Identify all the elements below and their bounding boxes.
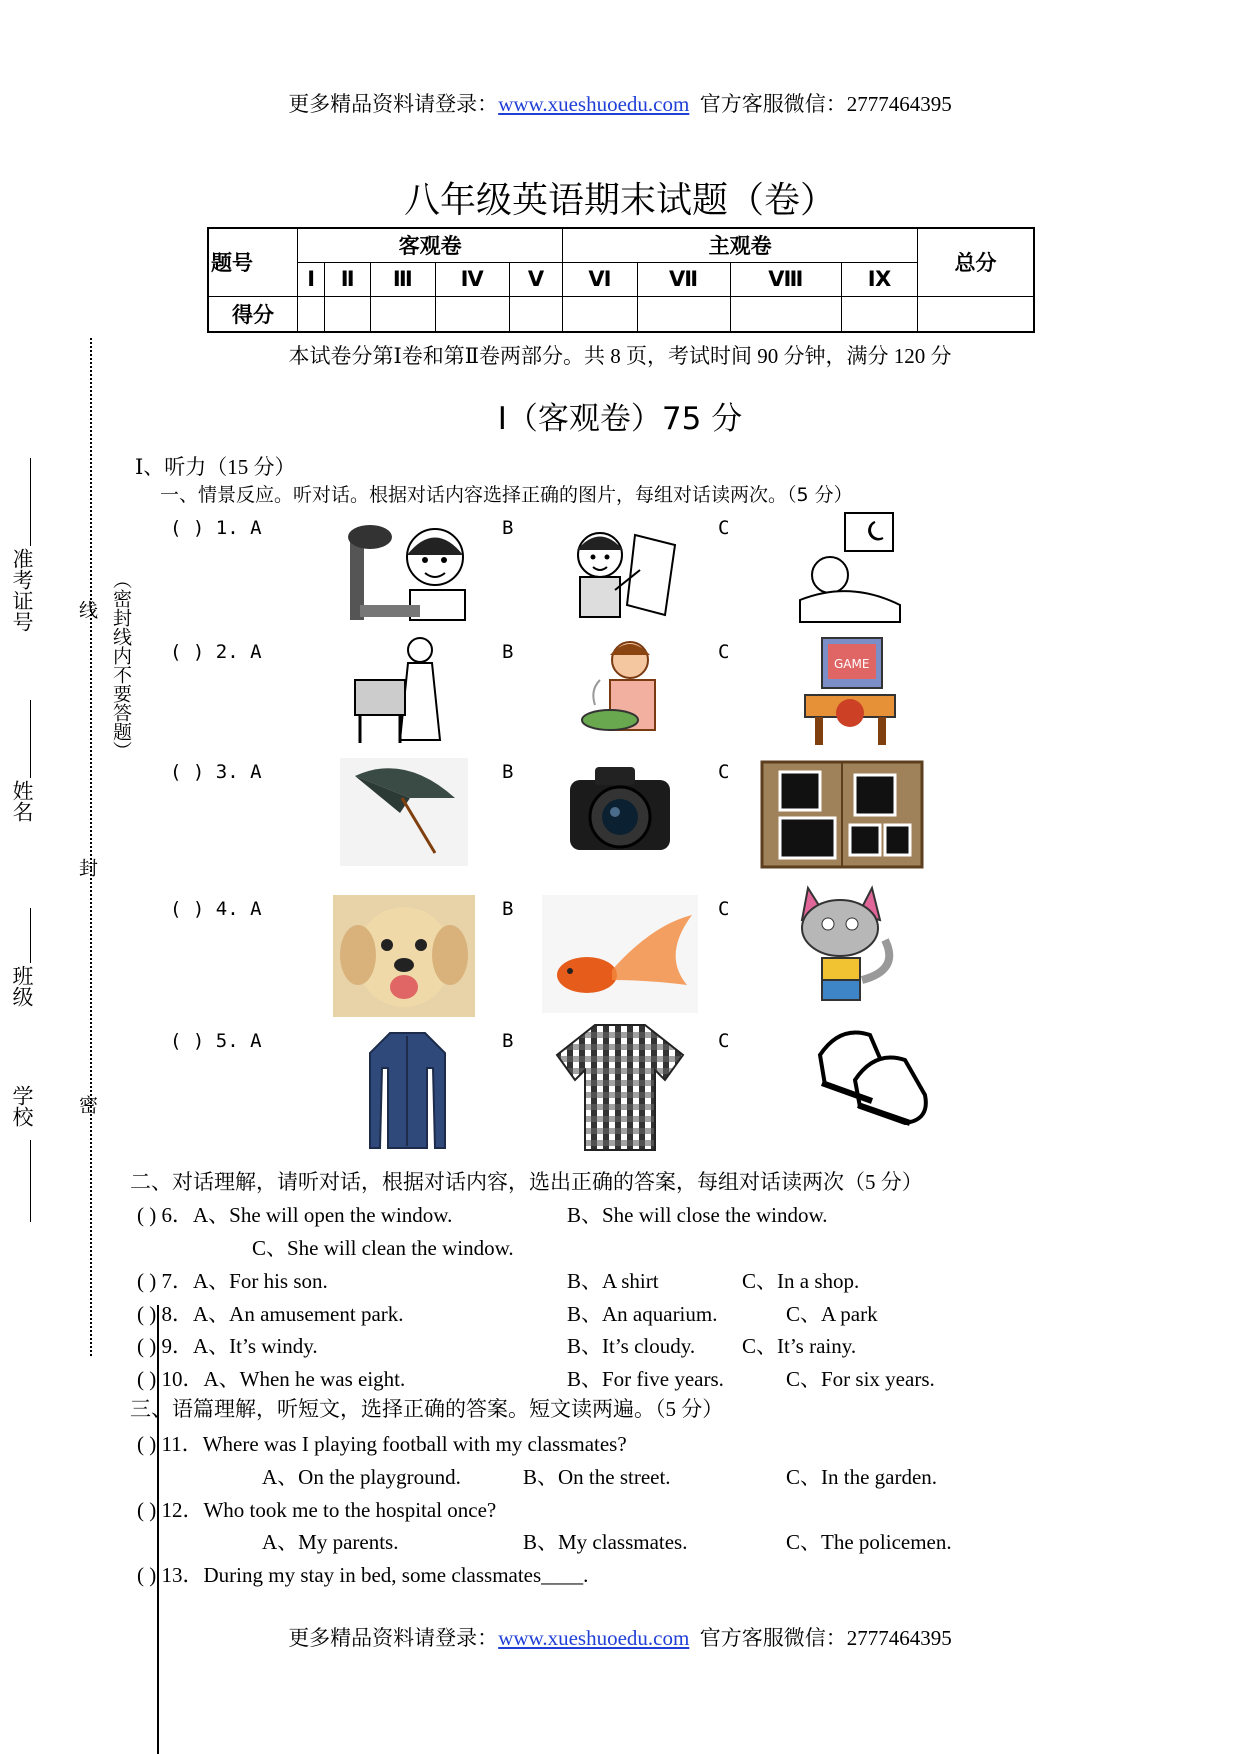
pic-item-3-b: B [502,761,514,783]
pic-item-5-label: ( ) 5. A [170,1030,262,1052]
label-objective: 客观卷 [298,228,563,262]
footer-wechat: 官方客服微信：2777464395 [699,1626,952,1650]
margin-name: 姓名 [10,780,34,822]
exam-note: 本试卷分第Ⅰ卷和第Ⅱ卷两部分。共 8 页，考试时间 90 分钟，满分 120 分 [288,344,952,368]
footer-link[interactable]: www.xueshuoedu.com [498,1626,690,1650]
listening-sub1: 一、情景反应。听对话。根据对话内容选择正确的图片，每组对话读两次。（5 分） [160,484,853,506]
goldfish-image [542,895,698,1013]
score-cell[interactable] [637,296,730,332]
listening-sub3: 三、语篇理解，听短文，选择正确的答案。短文读两遍。（5 分） [130,1397,724,1421]
pic-item-2-c: C [718,641,730,663]
q10-a: ( ) 10．A、When he was eight. [137,1367,406,1391]
margin-exam-no: 准考证号 [10,548,34,632]
q8-b: B、An aquarium. [567,1302,718,1326]
header-prefix: 更多精品资料请登录： [288,92,499,116]
pic-item-3-label: ( ) 3. A [170,761,262,783]
q9-a: ( ) 9．A、It’s windy. [137,1334,318,1358]
woman-washing-image [350,635,450,745]
margin-secret-char: 密 [76,1095,98,1114]
cartoon-cat-image [790,880,900,1012]
q12-b: B、My classmates. [523,1530,688,1554]
girl-sleeping-image [795,510,905,625]
section-4: Ⅳ [435,262,509,296]
section-2: Ⅱ [325,262,371,296]
section-3: Ⅲ [371,262,435,296]
game-screen-text: GAME [834,657,870,671]
pic-item-4-c: C [718,898,730,920]
woman-cooking-image [575,635,675,745]
footer-prefix: 更多精品资料请登录： [288,1626,499,1650]
q10-b: B、For five years. [567,1367,724,1391]
score-cell[interactable] [918,296,1035,332]
umbrella-image [340,758,468,866]
score-cell[interactable] [842,296,918,332]
margin-line-char: 线 [76,600,98,619]
q8-a: ( ) 8．A、An amusement park. [137,1302,404,1326]
margin-school: 学校 [10,1085,34,1127]
photo-album-image [760,760,925,870]
q6-b: B、She will close the window. [567,1203,828,1227]
q11-a: A、On the playground. [262,1465,461,1489]
q11-question: ( ) 11．Where was I playing football with my classmates? [137,1432,627,1456]
score-cell[interactable] [563,296,637,332]
computer-game-image [800,635,900,747]
q6-c: C、She will clean the window. [252,1236,514,1260]
score-cell[interactable] [435,296,509,332]
section-5: Ⅴ [509,262,562,296]
margin-rule [30,458,31,546]
listening-heading: Ⅰ、听力（15 分） [135,455,296,479]
score-cell[interactable] [371,296,435,332]
pic-item-1-b: B [502,517,514,539]
pic-item-5-c: C [718,1030,730,1052]
pic-item-1-c: C [718,517,730,539]
label-subjective: 主观卷 [563,228,918,262]
section-8: Ⅷ [730,262,842,296]
pic-item-1-label: ( ) 1. A [170,517,262,539]
margin-rule [30,908,31,963]
side-rule [157,1305,159,1754]
q7-c: C、In a shop. [742,1269,860,1293]
q12-question: ( ) 12．Who took me to the hospital once? [137,1498,497,1522]
score-cell[interactable] [509,296,562,332]
seal-line [90,338,92,1356]
camera-image [560,755,682,865]
margin-seal-char: 封 [76,858,98,877]
margin-note: （密封线内不要答题） [110,570,132,760]
q12-c: C、The policemen. [786,1530,952,1554]
header-wechat: 官方客服微信：2777464395 [699,92,952,116]
pic-item-4-label: ( ) 4. A [170,898,262,920]
q11-b: B、On the street. [523,1465,671,1489]
score-cell[interactable] [325,296,371,332]
section-9: Ⅸ [842,262,918,296]
q12-a: A、My parents. [262,1530,399,1554]
section-7: Ⅶ [637,262,730,296]
score-cell[interactable] [298,296,325,332]
section-6: Ⅵ [563,262,637,296]
q11-c: C、In the garden. [786,1465,938,1489]
q7-b: B、A shirt [567,1269,659,1293]
q9-b: B、It’s cloudy. [567,1334,696,1358]
checked-shirt-image [555,1020,685,1155]
margin-rule [30,1140,31,1222]
dog-image [333,895,475,1017]
pic-item-4-b: B [502,898,514,920]
score-cell[interactable] [730,296,842,332]
long-shirt-image [365,1028,450,1153]
q13-question: ( ) 13．During my stay in bed, some classmates____. [137,1563,589,1587]
q10-c: C、For six years. [786,1367,935,1391]
page-header [0,88,1240,118]
q7-a: ( ) 7．A、For his son. [137,1269,328,1293]
page-footer [0,1622,1240,1652]
section-1: Ⅰ [298,262,325,296]
part1-title: Ⅰ（客观卷）75 分 [497,401,743,437]
q6-a: ( ) 6．A、She will open the window. [137,1203,453,1227]
header-link[interactable]: www.xueshuoedu.com [498,92,690,116]
girl-painting-image [555,515,685,625]
margin-rule [30,700,31,778]
pic-item-3-c: C [718,761,730,783]
listening-sub2: 二、对话理解，请听对话，根据对话内容，选出正确的答案，每组对话读两次（5 分） [130,1170,923,1194]
label-item: 题号 [208,228,298,296]
q9-c: C、It’s rainy. [742,1334,857,1358]
page-title: 八年级英语期末试题（卷） [403,180,836,221]
pic-item-2-b: B [502,641,514,663]
score-table [207,227,1035,333]
girl-shower-image [340,515,480,625]
q8-c: C、A park [786,1302,878,1326]
label-total: 总分 [918,228,1035,296]
pic-item-2-label: ( ) 2. A [170,641,262,663]
margin-class: 班级 [10,965,34,1007]
pic-item-5-b: B [502,1030,514,1052]
label-score: 得分 [208,296,298,332]
sneakers-image [810,1015,935,1130]
